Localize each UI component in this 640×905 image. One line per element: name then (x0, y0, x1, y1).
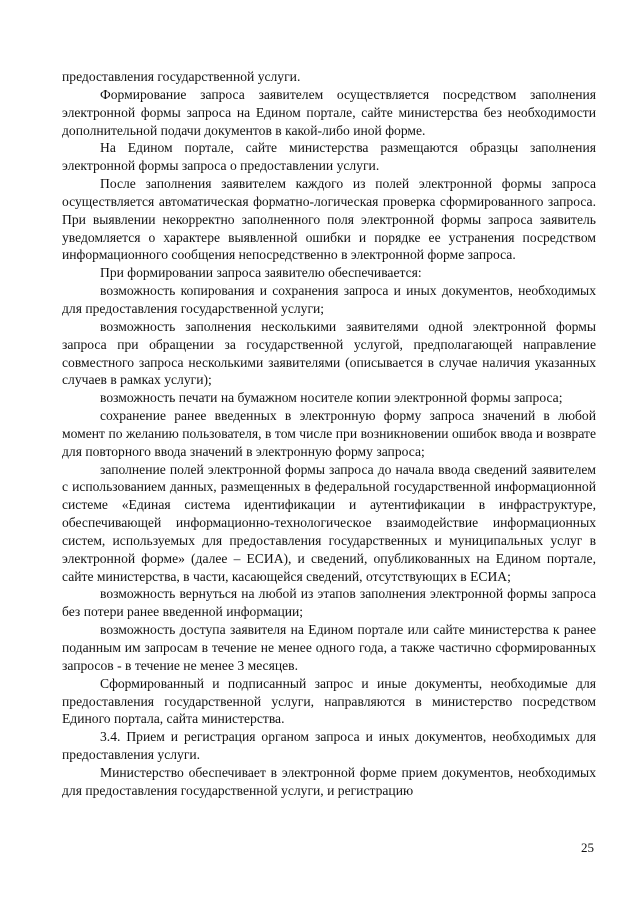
page-number: 25 (581, 840, 594, 855)
paragraph: возможность копирования и сохранения запроса и иных документов, необходимых для предоставления государственной услуги; (62, 283, 596, 316)
paragraph: Министерство обеспечивает в электронной форме прием документов, необходимых для предоставления государственной услуги, и регистрацию (62, 764, 596, 798)
paragraph: возможность вернуться на любой из этапов заполнения электронной формы запроса без потери ранее введенной информации; (62, 586, 596, 620)
document-body (62, 68, 596, 800)
section-heading: 3.4. Прием и регистрация органом запроса и иных документов, необходимых для предоставления услуги. (62, 729, 596, 763)
paragraph: При формировании запроса заявителю обеспечивается: (100, 265, 422, 281)
paragraph: После заполнения заявителем каждого из полей электронной формы запроса осуществляется автоматическая форматно-логическая проверка сформированного запроса. При выявлении некорректно заполненного поля электронной формы запроса заявитель уведомляется о характере выявленной ошибки и порядке ее устранения посредством информационного сообщения непосредственно в электронной форме запроса. (62, 176, 596, 263)
paragraph: Сформированный и подписанный запрос и иные документы, необходимые для предоставления государственной услуги, направляются в министерство посредством Единого портала, сайта министерства. (62, 675, 596, 727)
paragraph: возможность печати на бумажном носителе копии электронной формы запроса; (100, 390, 563, 406)
paragraph: На Едином портале, сайте министерства размещаются образцы заполнения электронной формы запроса о предоставлении услуги. (62, 140, 596, 174)
paragraph: сохранение ранее введенных в электронную форму запроса значений в любой момент по желанию пользователя, в том числе при возникновении ошибок ввода и возврате для повторного ввода значений в электронную форму запроса; (62, 408, 596, 459)
paragraph: Формирование запроса заявителем осуществляется посредством заполнения электронной формы запроса на Едином портале, сайте министерства без необходимости дополнительной подачи документов в какой-либо иной форме. (62, 86, 596, 138)
paragraph: заполнение полей электронной формы запроса до начала ввода сведений заявителем с использованием данных, размещенных в федеральной государственной информационной системе «Единая система идентификации и аутентификации в инфраструктуре, обеспечивающей информационно-технологическое взаимодействие информационных систем, используемых для предоставления государственных и муниципальных услуг в электронной форме» (далее – ЕСИА), и сведений, опубликованных на Едином портале, сайте министерства, в части, касающейся сведений, отсутствующих в ЕСИА; (62, 461, 596, 584)
paragraph: возможность заполнения несколькими заявителями одной электронной формы запроса при обращении за государственной услугой, предполагающей направление совместного запроса несколькими заявителями (описывается в случае наличия указанных случаев в рамках услуги); (62, 318, 596, 388)
paragraph: возможность доступа заявителя на Едином портале или сайте министерства к ранее поданным им запросам в течение не менее одного года, а также частично сформированных запросов - в течение не менее 3 месяцев. (62, 622, 596, 673)
paragraph: предоставления государственной услуги. (62, 69, 301, 84)
